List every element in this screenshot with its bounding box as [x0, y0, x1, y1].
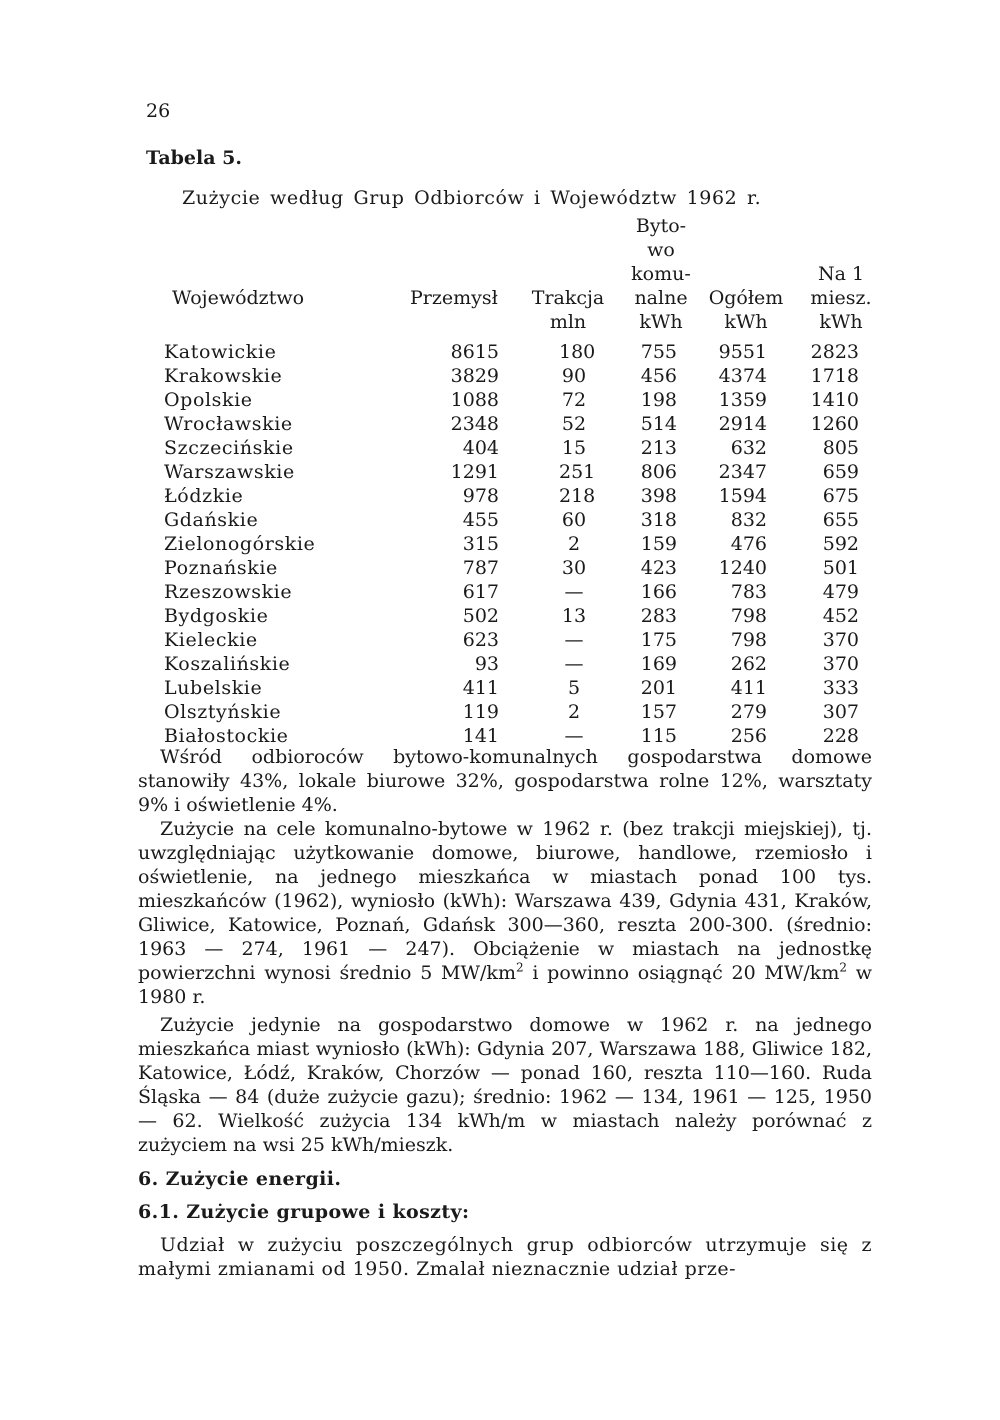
cell-przemysl: 787 — [462, 557, 499, 579]
cell-value: 90 — [561, 365, 587, 387]
cell-ogolem: 1359 — [718, 389, 767, 411]
table-row — [164, 460, 859, 484]
table-row — [164, 700, 859, 724]
cell-wojewodztwo: Krakowskie — [164, 365, 283, 387]
cell-na1: 655 — [822, 509, 859, 531]
cell-na1: 307 — [822, 701, 859, 723]
cell-na1: 1718 — [810, 365, 859, 387]
cell-trakcja — [499, 700, 589, 724]
paragraph-group-shares — [138, 1233, 872, 1281]
cell-przemysl: 315 — [462, 533, 499, 555]
cell-value: 2 — [567, 701, 581, 723]
cell-wojewodztwo: Opolskie — [164, 389, 253, 411]
table-row — [164, 580, 859, 604]
header-bytowo — [618, 214, 704, 334]
table-row — [164, 532, 859, 556]
cell-ogolem: 1240 — [718, 557, 767, 579]
table-row — [164, 508, 859, 532]
cell-wojewodztwo: Gdańskie — [164, 509, 259, 531]
header-wojewodztwo: Województwo — [172, 287, 305, 309]
cell-trakcja — [499, 532, 589, 556]
cell-na1: 659 — [822, 461, 859, 483]
cell-wojewodztwo: Bydgoskie — [164, 605, 269, 627]
cell-value: — — [564, 629, 584, 651]
cell-na1: 479 — [822, 581, 859, 603]
cell-bytowo: 398 — [640, 485, 677, 507]
header-unit-kwh: kWh — [639, 311, 683, 333]
cell-na1: 370 — [822, 629, 859, 651]
header-bytowo-line: nalne — [634, 287, 688, 309]
cell-bytowo: 201 — [640, 677, 677, 699]
paragraph-household-consumption — [138, 1013, 872, 1157]
cell-wojewodztwo: Wrocławskie — [164, 413, 293, 435]
cell-bytowo: 456 — [640, 365, 677, 387]
cell-ogolem: 411 — [730, 677, 767, 699]
cell-ogolem: 256 — [730, 725, 767, 747]
cell-trakcja — [499, 508, 589, 532]
cell-trakcja — [499, 340, 596, 364]
cell-wojewodztwo: Białostockie — [164, 725, 289, 747]
cell-ogolem: 2914 — [718, 413, 767, 435]
cell-value: 5 — [567, 677, 581, 699]
cell-na1: 333 — [822, 677, 859, 699]
cell-przemysl: 93 — [474, 653, 499, 675]
cell-wojewodztwo: Szczecińskie — [164, 437, 294, 459]
cell-przemysl: 502 — [462, 605, 499, 627]
cell-bytowo: 806 — [640, 461, 677, 483]
table-row — [164, 676, 859, 700]
header-trakcja-line: Trakcja — [531, 287, 605, 309]
header-ogolem — [703, 286, 789, 334]
cell-bytowo: 175 — [640, 629, 677, 651]
cell-wojewodztwo: Olsztyńskie — [164, 701, 282, 723]
cell-wojewodztwo: Poznańskie — [164, 557, 278, 579]
cell-value: — — [564, 653, 584, 675]
cell-trakcja — [499, 628, 589, 652]
consumption-table — [164, 340, 859, 748]
header-ogolem-line: Ogółem — [708, 287, 784, 309]
cell-value: 180 — [559, 341, 596, 363]
table-title: Zużycie według Grup Odbiorców i Województw 1962 r. — [182, 187, 762, 209]
cell-ogolem: 1594 — [718, 485, 767, 507]
table-row — [164, 556, 859, 580]
cell-trakcja — [499, 388, 589, 412]
cell-wojewodztwo: Zielonogórskie — [164, 533, 316, 555]
cell-ogolem: 476 — [730, 533, 767, 555]
cell-bytowo: 755 — [640, 341, 677, 363]
cell-ogolem: 798 — [730, 629, 767, 651]
cell-value: 13 — [561, 605, 587, 627]
cell-na1: 805 — [822, 437, 859, 459]
cell-wojewodztwo: Katowickie — [164, 341, 277, 363]
table-label: Tabela 5. — [146, 147, 242, 169]
section-heading-6-1: 6.1. Zużycie grupowe i koszty: — [138, 1201, 470, 1223]
header-bytowo-line: Byto- — [635, 215, 687, 237]
cell-value: 60 — [561, 509, 587, 531]
cell-trakcja — [499, 484, 596, 508]
text-run: i powinno osiągnąć 20 MW/km — [523, 962, 840, 984]
cell-wojewodztwo: Rzeszowskie — [164, 581, 293, 603]
paragraph-text: Wśród odbioroców bytowo-komunalnych gospodarstwa domowe stanowiły 43%, lokale biurowe 32%, gospodarstwa rolne 12%, warsztaty 9% i oświetlenie 4%. — [138, 746, 872, 816]
cell-value: 218 — [559, 485, 596, 507]
cell-bytowo: 157 — [640, 701, 677, 723]
cell-bytowo: 169 — [640, 653, 677, 675]
header-trakcja — [520, 286, 616, 334]
table-row — [164, 388, 859, 412]
table-row — [164, 412, 859, 436]
table-row — [164, 652, 859, 676]
cell-ogolem: 632 — [730, 437, 767, 459]
cell-value: 15 — [561, 437, 587, 459]
table-row — [164, 628, 859, 652]
cell-bytowo: 115 — [640, 725, 677, 747]
cell-trakcja — [499, 652, 589, 676]
text-run: Zużycie na cele komunalno-bytowe w 1962 r. (bez trakcji miejskiej), tj. uwzględniając użytkowanie domowe, biurowe, handlowe, rzemiosło i oświetlenie, na jednego mieszkańca w miastach ponad 100 tys. mieszkańców (1962), wyniosło (kWh): Warszawa 439, Gdynia 431, Kraków, Gliwice, Katowice, Poznań, Gdańsk 300—360, reszta 200-300. (średnio: 1963 — 274, 1961 — 247). Obciążenie w miastach na jednostkę powierzchni wynosi średnio 5 MW/km — [138, 818, 872, 984]
cell-trakcja — [499, 436, 589, 460]
cell-ogolem: 4374 — [718, 365, 767, 387]
cell-na1: 1410 — [810, 389, 859, 411]
cell-trakcja — [499, 556, 589, 580]
table-body — [164, 340, 859, 748]
paragraph-municipal-consumption — [138, 817, 872, 1009]
table-row — [164, 604, 859, 628]
cell-trakcja — [499, 412, 589, 436]
header-unit-kwh: kWh — [819, 311, 863, 333]
cell-przemysl: 617 — [462, 581, 499, 603]
cell-przemysl: 404 — [462, 437, 499, 459]
cell-value: 2 — [567, 533, 581, 555]
cell-przemysl: 141 — [462, 725, 499, 747]
cell-przemysl: 2348 — [450, 413, 499, 435]
header-na1-line: Na 1 — [817, 263, 865, 285]
cell-trakcja — [499, 364, 589, 388]
cell-value: 52 — [561, 413, 587, 435]
section-heading-6: 6. Zużycie energii. — [138, 1168, 342, 1190]
cell-bytowo: 159 — [640, 533, 677, 555]
table-row — [164, 340, 859, 364]
cell-przemysl: 1291 — [450, 461, 499, 483]
cell-ogolem: 832 — [730, 509, 767, 531]
header-na1 — [806, 262, 876, 334]
cell-na1: 452 — [822, 605, 859, 627]
cell-trakcja — [499, 460, 596, 484]
text-run: w 1980 r. — [138, 962, 872, 1008]
cell-na1: 370 — [822, 653, 859, 675]
table-row — [164, 484, 859, 508]
paragraph-text: Udział w zużyciu poszczególnych grup odbiorców utrzymuje się z małymi zmianami od 1950. Zmalał nieznacznie udział prze- — [138, 1234, 872, 1280]
header-bytowo-line: wo — [647, 239, 675, 261]
cell-wojewodztwo: Lubelskie — [164, 677, 263, 699]
cell-na1: 592 — [822, 533, 859, 555]
table-row — [164, 436, 859, 460]
cell-trakcja — [499, 580, 589, 604]
cell-value: 30 — [561, 557, 587, 579]
cell-na1: 501 — [822, 557, 859, 579]
paragraph-text: Zużycie jedynie na gospodarstwo domowe w 1962 r. na jednego mieszkańca miast wyniosło (kWh): Gdynia 207, Warszawa 188, Gliwice 182, Katowice, Łódź, Kraków, Chorzów — ponad 160, reszta 110—160. Ruda Śląska — 84 (duże zużycie gazu); średnio: 1962 — 134, 1961 — 125, 1950 — 62. Wielkość zużycia 134 kWh/m w miastach należy porównać z zużyciem na wsi 25 kWh/mieszk. — [138, 1014, 872, 1156]
cell-ogolem: 2347 — [718, 461, 767, 483]
cell-value: 251 — [559, 461, 596, 483]
cell-value: — — [564, 581, 584, 603]
cell-ogolem: 798 — [730, 605, 767, 627]
header-na1-line: miesz. — [810, 287, 872, 309]
cell-na1: 1260 — [810, 413, 859, 435]
cell-przemysl: 119 — [462, 701, 499, 723]
cell-przemysl: 623 — [462, 629, 499, 651]
cell-przemysl: 411 — [462, 677, 499, 699]
cell-value: 72 — [561, 389, 587, 411]
cell-wojewodztwo: Kieleckie — [164, 629, 258, 651]
cell-bytowo: 213 — [640, 437, 677, 459]
cell-ogolem: 9551 — [718, 341, 767, 363]
cell-na1: 675 — [822, 485, 859, 507]
table-row — [164, 364, 859, 388]
cell-value: — — [564, 725, 584, 747]
cell-ogolem: 262 — [730, 653, 767, 675]
paragraph-consumer-shares — [138, 745, 872, 817]
cell-ogolem: 279 — [730, 701, 767, 723]
cell-trakcja — [499, 676, 589, 700]
superscript: 2 — [839, 960, 847, 975]
header-bytowo-line: komu- — [631, 263, 691, 285]
header-unit-mln: mln — [549, 311, 587, 333]
cell-wojewodztwo: Łódzkie — [164, 485, 244, 507]
cell-bytowo: 318 — [640, 509, 677, 531]
cell-bytowo: 514 — [640, 413, 677, 435]
cell-trakcja — [499, 604, 589, 628]
cell-bytowo: 166 — [640, 581, 677, 603]
page-number: 26 — [146, 100, 171, 122]
superscript: 2 — [515, 960, 524, 975]
cell-przemysl: 3829 — [450, 365, 499, 387]
header-przemysl: Przemysł — [410, 287, 498, 309]
paragraph-text — [138, 817, 872, 1009]
cell-wojewodztwo: Warszawskie — [164, 461, 295, 483]
cell-na1: 228 — [822, 725, 859, 747]
cell-bytowo: 283 — [640, 605, 677, 627]
cell-ogolem: 783 — [730, 581, 767, 603]
cell-wojewodztwo: Koszalińskie — [164, 653, 291, 675]
cell-przemysl: 978 — [462, 485, 499, 507]
header-unit-kwh: kWh — [724, 311, 768, 333]
cell-przemysl: 1088 — [450, 389, 499, 411]
cell-przemysl: 8615 — [450, 341, 499, 363]
cell-przemysl: 455 — [462, 509, 499, 531]
cell-na1: 2823 — [810, 341, 859, 363]
cell-bytowo: 198 — [640, 389, 677, 411]
cell-bytowo: 423 — [640, 557, 677, 579]
